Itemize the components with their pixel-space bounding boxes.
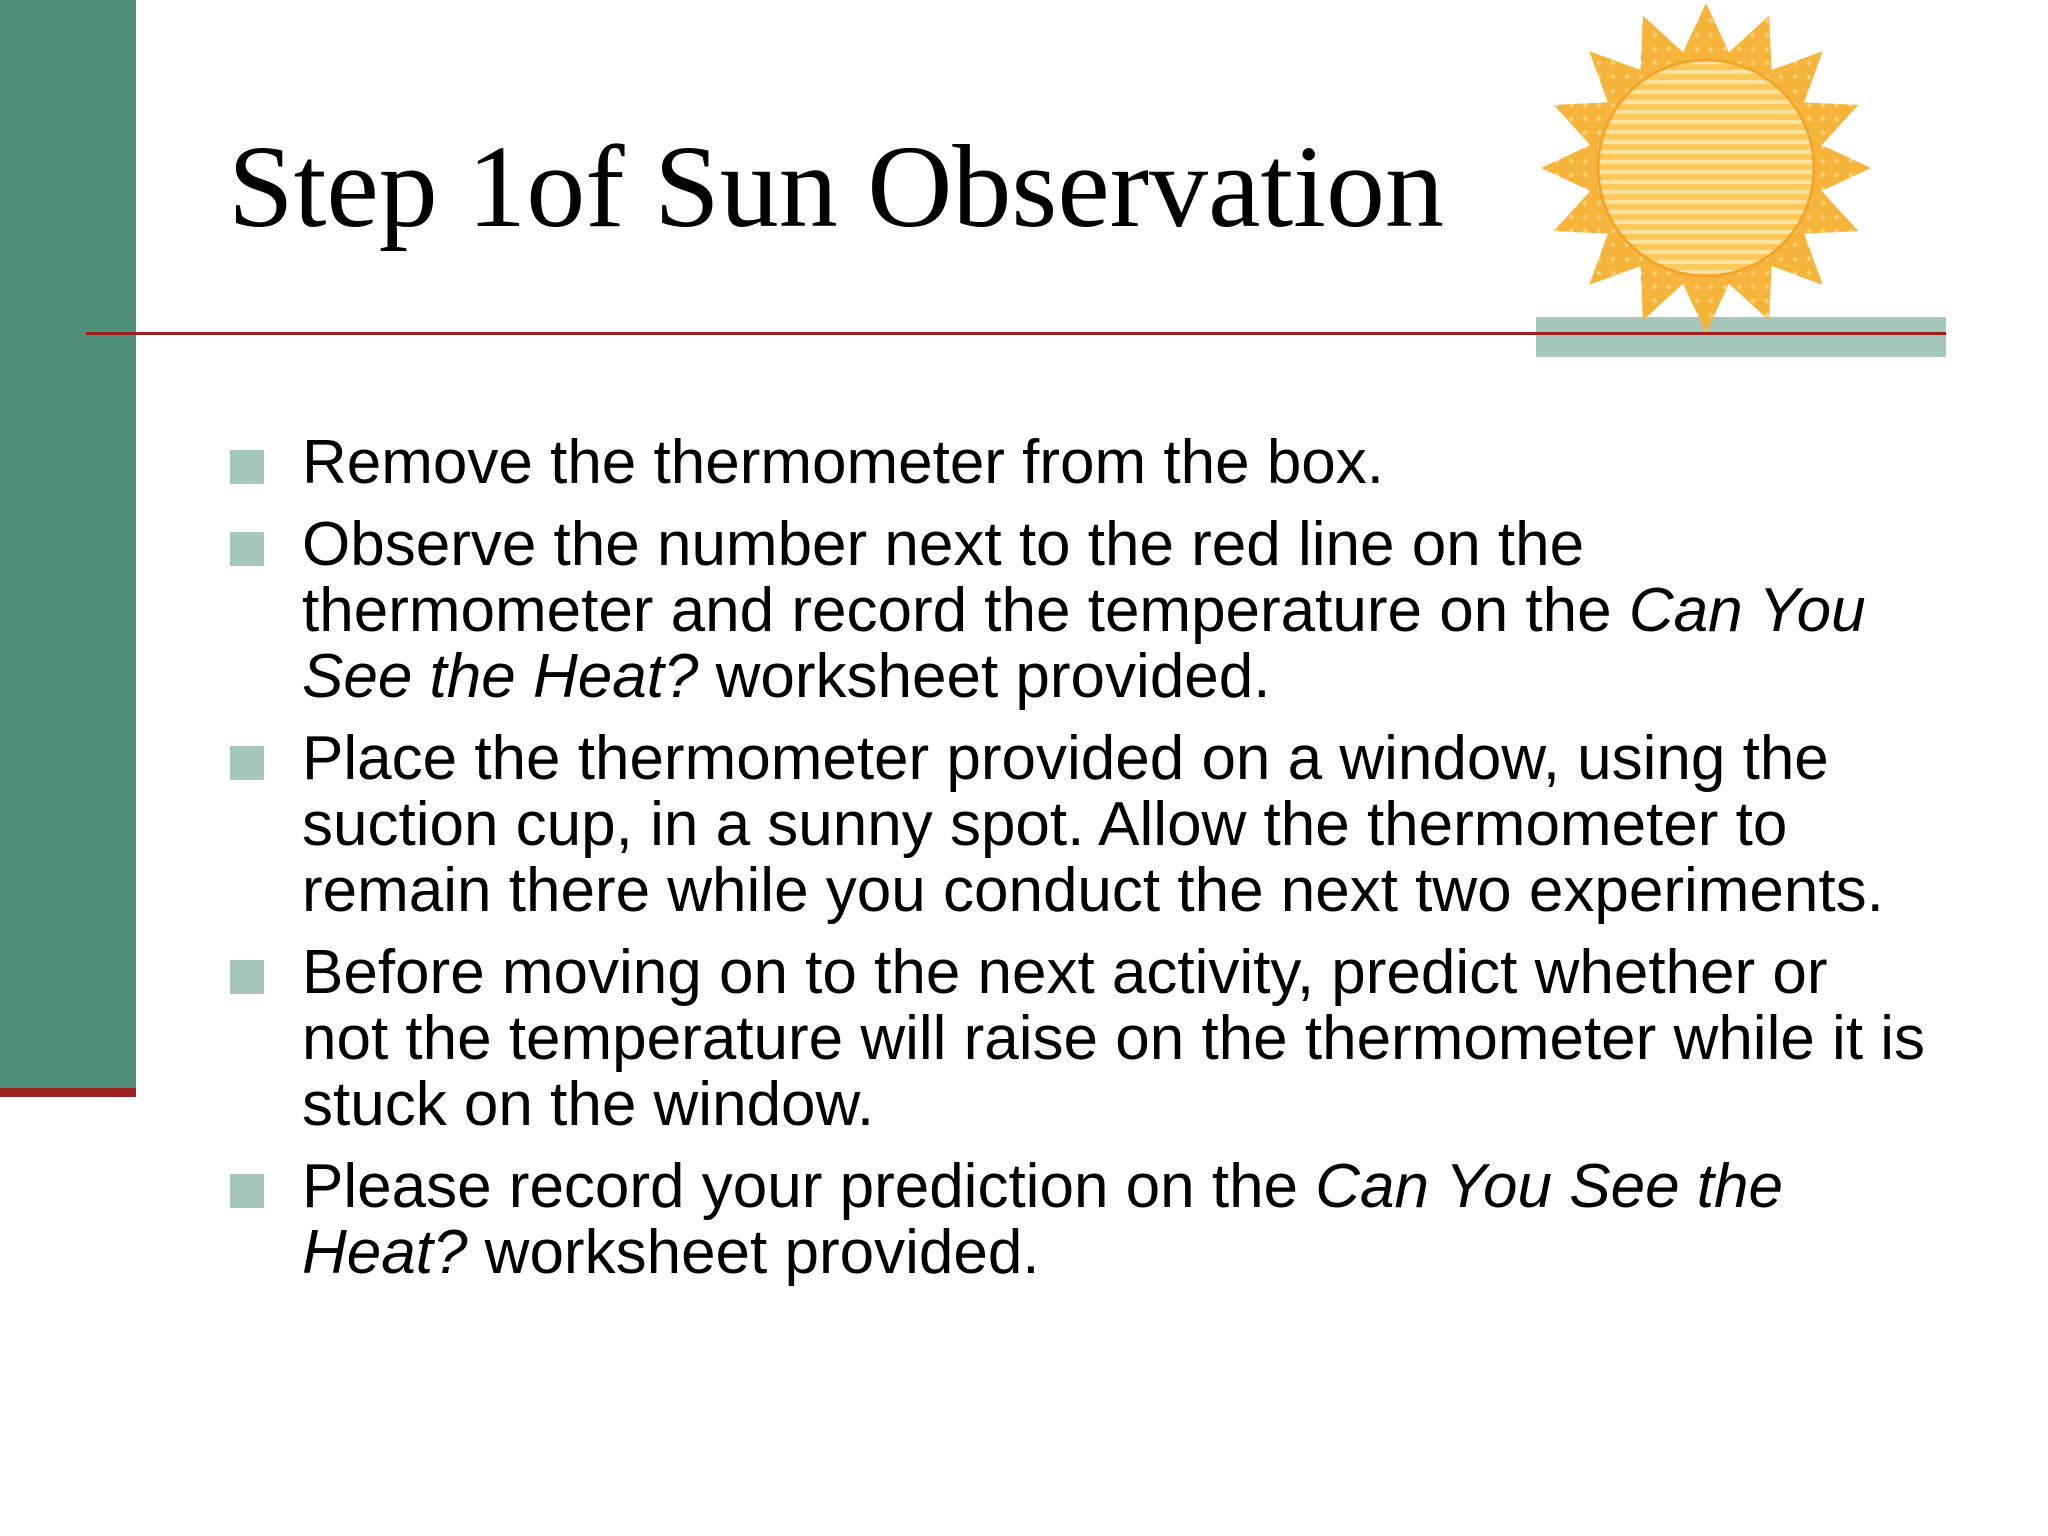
bullet-text: worksheet provided. — [698, 642, 1271, 711]
square-bullet-icon — [230, 746, 264, 780]
bullet-item — [228, 512, 1928, 710]
left-sidebar-band — [0, 0, 136, 1088]
square-bullet-icon — [230, 960, 264, 994]
bullet-list — [228, 430, 1928, 1302]
bullet-text: Observe the number next to the red line on the thermometer and record the temperature on the — [302, 510, 1629, 645]
square-bullet-icon — [230, 1174, 264, 1208]
worksheet-title-text: Can You See the Heat? — [302, 1152, 1783, 1287]
bullet-item — [228, 726, 1928, 924]
bullet-item — [228, 1154, 1928, 1286]
sun-core — [1598, 60, 1814, 276]
square-bullet-icon — [230, 532, 264, 566]
bullet-text: Please record your prediction on the — [302, 1152, 1316, 1221]
worksheet-title-text: Can You See the Heat? — [302, 576, 1866, 711]
bullet-text: Remove the thermometer from the box. — [302, 428, 1385, 497]
square-bullet-icon — [230, 450, 264, 484]
bullet-text: Before moving on to the next activity, predict whether or not the temperature will raise on the thermometer while it is stuck on the window. — [302, 938, 1926, 1139]
sidebar-red-rule — [0, 1088, 136, 1097]
bullet-item — [228, 430, 1928, 496]
bullet-text: Place the thermometer provided on a window, using the suction cup, in a sunny spot. Allow the thermometer to remain there while you conduct the next two experiments. — [302, 724, 1884, 925]
slide-title: Step 1of Sun Observation — [228, 121, 1444, 252]
bullet-text: worksheet provided. — [467, 1218, 1040, 1287]
sun-icon — [1536, 0, 1876, 340]
bullet-item — [228, 940, 1928, 1138]
